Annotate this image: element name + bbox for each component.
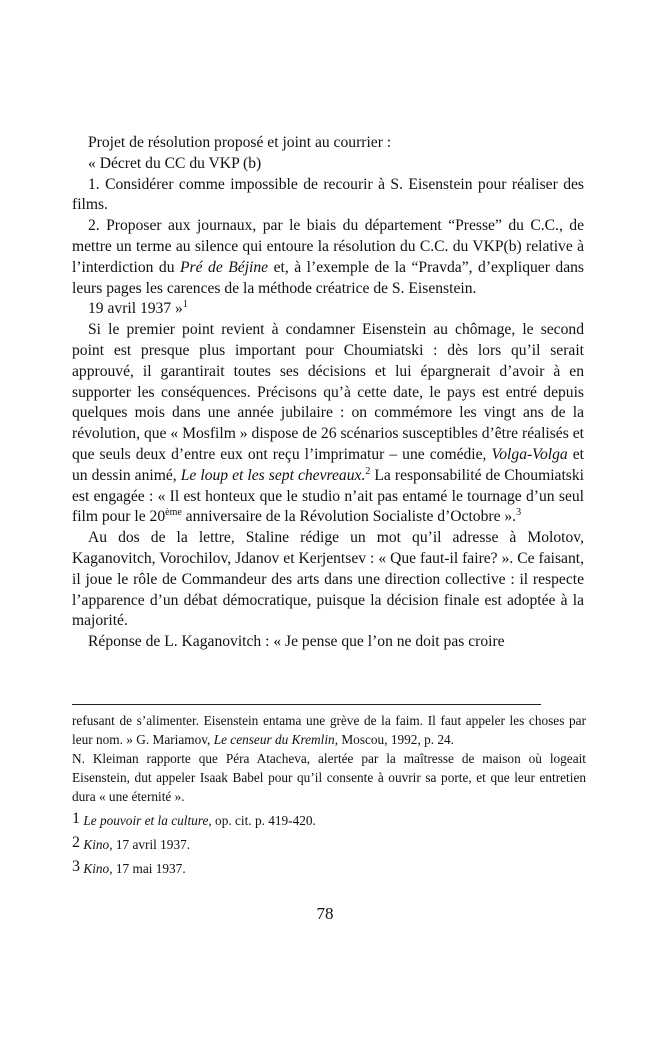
footnote-continuation xyxy=(72,711,586,749)
paragraph-premier-point xyxy=(72,320,584,528)
page-number: 78 xyxy=(316,904,334,923)
footnote-continuation-a: refusant de s’alimenter. Eisenstein entama une grève de la faim. Il faut appeler les choses par leur nom. » G. Mariamov, xyxy=(72,713,586,747)
footnote-2-title: Kino xyxy=(83,837,110,852)
decree-point-1: 1. Considérer comme impossible de recourir à S. Eisenstein pour réaliser des films. xyxy=(72,175,584,214)
decree-title: « Décret du CC du VKP (b) xyxy=(88,154,262,172)
footnote-continuation-b: , Moscou, 1992, p. 24. xyxy=(334,732,455,747)
footnote-3-title: Kino xyxy=(83,861,110,876)
footnote-3-rest: , 17 mai 1937. xyxy=(109,861,186,876)
para-si-text-d: anniversaire de la Révolution Socialiste d’Octobre ». xyxy=(181,508,517,526)
film-title-pre-de-bejine: Pré de Béjine xyxy=(180,258,269,276)
paragraph-au-dos: Au dos de la lettre, Staline rédige un mot qu’il adresse à Molotov, Kaganovitch, Vorochilov, Jdanov et Kerjentsev : « Que faut-il faire? ». Ce faisant, il joue le rôle de Commandeur des arts dans une direction collective : il respecte l’apparence d’un débat démocratique, puisque la décision finale est adoptée à la majorité. xyxy=(72,529,584,630)
footnote-2-number: 2 xyxy=(72,834,80,851)
ordinal-superscript: ème xyxy=(165,507,182,519)
para-si-text-c: La responsabilité de Choumiatski est engagée : « Il est honteux que le studio n’ait pas entamé le tournage d’un seul film pour le 20 xyxy=(72,466,585,526)
footnote-ref-1: 1 xyxy=(182,299,188,311)
para-si-text-a: Si le premier point revient à condamner Eisenstein au chômage, le second point est presque plus important pour Choumiatski : dès lors qu’il serait approuvé, il garantirait toutes ses décisions et lui épargnerait d’avoir à en supporter les conséquences. Précisons qu’à cette date, le pays est entré depuis quelques mois dans une année jubilaire : on commémore les vingt ans de la révolution, que « Mosfilm » dispose de 26 scénarios susceptibles d’être réalisés et que seuls deux d’entre eux ont reçu l’imprimatur – une comédie, xyxy=(72,321,584,463)
main-text xyxy=(72,133,584,653)
point2-text-b: et, à l’exemple de la “Pravda”, d’expliquer dans leurs pages les carences de la méthode créatrice de S. Eisenstein. xyxy=(72,258,584,297)
footnote-divider xyxy=(72,704,541,705)
footnote-1 xyxy=(72,809,586,830)
footnote-kleiman: N. Kleiman rapporte que Péra Atacheva, alertée par la maîtresse de maison où logeait Eisenstein, dut appeler Isaak Babel pour qu’il consente à ouvrir sa porte, et que leur entretien dura « une éternité ». xyxy=(72,751,586,804)
footnote-1-rest: , op. cit. p. 419-420. xyxy=(208,813,316,828)
footnote-3-number: 3 xyxy=(72,858,80,875)
film-title-le-loup: Le loup et les sept chevreaux. xyxy=(180,466,366,484)
footnote-ref-3: 3 xyxy=(516,507,522,519)
footnotes xyxy=(72,711,586,878)
decree-point-2 xyxy=(72,216,584,299)
intro-paragraph: Projet de résolution proposé et joint au courrier : xyxy=(88,134,392,151)
book-title-censeur: Le censeur du Kremlin xyxy=(213,732,335,747)
decree-date xyxy=(72,299,584,320)
point2-text-a: 2. Proposer aux journaux, par le biais du département “Presse” du C.C., de mettre un terme au silence qui entoure la résolution du C.C. du VKP(b) relative à l’interdiction du xyxy=(72,217,584,276)
footnote-1-title: Le pouvoir et la culture xyxy=(83,813,209,828)
footnote-3 xyxy=(72,857,586,878)
footnote-ref-2: 2 xyxy=(365,465,371,477)
film-title-volga-volga: Volga-Volga xyxy=(491,445,568,463)
footnote-2-rest: , 17 avril 1937. xyxy=(109,837,191,852)
footnote-2 xyxy=(72,833,586,854)
decree-date-text: 19 avril 1937 » xyxy=(88,300,183,318)
paragraph-reponse: Réponse de L. Kaganovitch : « Je pense que l’on ne doit pas croire xyxy=(88,633,505,651)
para-si-text-b: et un dessin animé, xyxy=(72,445,584,484)
footnote-1-number: 1 xyxy=(72,810,80,827)
